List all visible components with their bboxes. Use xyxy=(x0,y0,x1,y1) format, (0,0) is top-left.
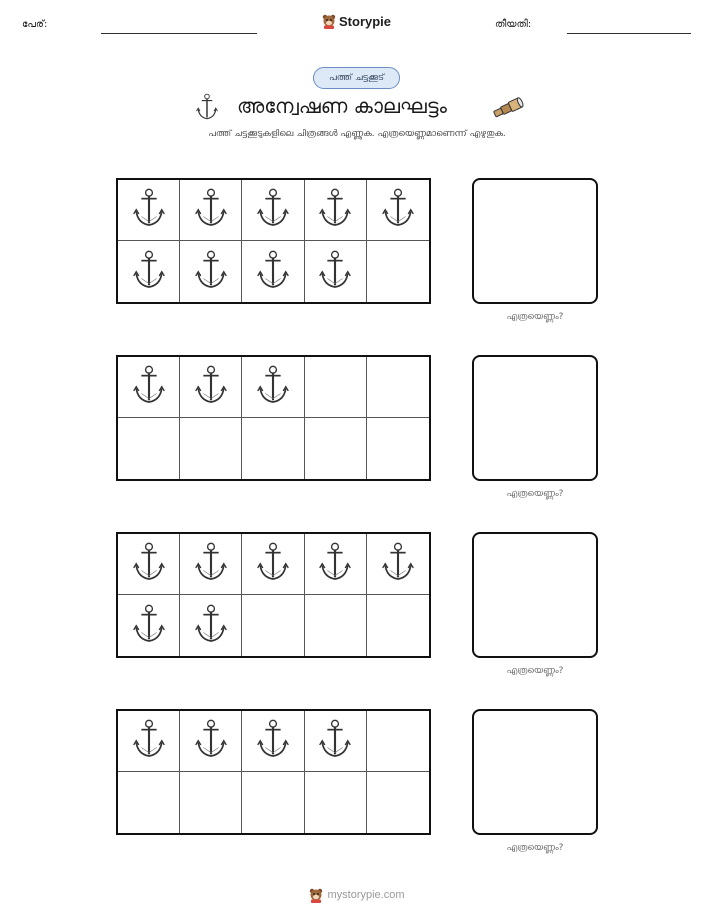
frame-cell xyxy=(367,595,429,656)
anchor-icon xyxy=(195,93,219,121)
anchor-icon xyxy=(256,541,290,587)
frame-cell xyxy=(367,772,429,833)
question-label: എത്രയെണ്ണം? xyxy=(506,312,564,322)
frame-cell xyxy=(180,418,242,479)
anchor-icon xyxy=(194,603,228,649)
frame-cell xyxy=(305,418,367,479)
anchor-icon xyxy=(256,187,290,233)
anchor-icon xyxy=(194,718,228,764)
frame-cell xyxy=(242,772,304,833)
ten-frame xyxy=(116,178,431,304)
frame-cell xyxy=(242,595,304,656)
anchor-icon xyxy=(256,364,290,410)
frame-cell xyxy=(367,418,429,479)
anchor-icon xyxy=(318,718,352,764)
answer-box[interactable] xyxy=(472,709,598,835)
anchor-icon xyxy=(132,364,166,410)
answer-box[interactable] xyxy=(472,355,598,481)
frame-cell xyxy=(118,241,180,302)
frame-cell xyxy=(180,772,242,833)
frame-cell xyxy=(118,772,180,833)
frame-cell xyxy=(242,357,304,418)
footer xyxy=(0,887,714,903)
question-label: എത്രയെണ്ണം? xyxy=(506,843,564,853)
name-label: പേര്: xyxy=(22,19,48,30)
frame-cell xyxy=(180,241,242,302)
anchor-icon xyxy=(318,249,352,295)
frame-cell xyxy=(305,357,367,418)
frame-cell xyxy=(367,357,429,418)
bear-logo-icon xyxy=(309,887,323,903)
frame-cell xyxy=(242,534,304,595)
name-line[interactable] xyxy=(101,33,257,34)
frame-cell xyxy=(118,595,180,656)
anchor-icon xyxy=(194,541,228,587)
worksheet-title: അന്വേഷണ കാലഘട്ടം xyxy=(237,94,447,118)
anchor-icon xyxy=(256,718,290,764)
date-line[interactable] xyxy=(567,33,691,34)
question-label: എത്രയെണ്ണം? xyxy=(506,666,564,676)
anchor-icon xyxy=(381,541,415,587)
frame-cell xyxy=(367,711,429,772)
answer-box[interactable] xyxy=(472,532,598,658)
frame-cell xyxy=(305,772,367,833)
brand-name: Storypie xyxy=(339,13,392,29)
anchor-icon xyxy=(256,249,290,295)
frame-cell xyxy=(242,241,304,302)
ten-frame xyxy=(116,709,431,835)
anchor-icon xyxy=(132,541,166,587)
anchor-icon xyxy=(132,187,166,233)
frame-cell xyxy=(180,595,242,656)
frame-cell xyxy=(367,534,429,595)
frame-cell xyxy=(367,180,429,241)
frame-cell xyxy=(242,711,304,772)
frame-cell xyxy=(305,180,367,241)
answer-box[interactable] xyxy=(472,178,598,304)
instructions: പത്ത് ചട്ടക്കൂടുകളിലെ ചിത്രങ്ങൾ എണ്ണുക. എത്രയെണ്ണമാണെന്ന് എഴുതുക. xyxy=(208,129,506,139)
anchor-icon xyxy=(132,603,166,649)
frame-cell xyxy=(305,534,367,595)
frame-cell xyxy=(305,595,367,656)
frame-cell xyxy=(180,180,242,241)
frame-cell xyxy=(305,241,367,302)
anchor-icon xyxy=(194,364,228,410)
frame-cell xyxy=(180,534,242,595)
frame-cell xyxy=(367,241,429,302)
frame-cell xyxy=(118,418,180,479)
ten-frame xyxy=(116,532,431,658)
frame-cell xyxy=(305,711,367,772)
anchor-icon xyxy=(132,718,166,764)
frame-cell xyxy=(242,418,304,479)
anchor-icon xyxy=(318,541,352,587)
topic-badge: പത്ത് ചട്ടക്കൂട് xyxy=(313,67,400,89)
anchor-icon xyxy=(194,249,228,295)
question-label: എത്രയെണ്ണം? xyxy=(506,489,564,499)
bear-logo-icon xyxy=(322,13,336,29)
brand xyxy=(322,13,391,29)
frame-cell xyxy=(118,180,180,241)
title-row xyxy=(195,93,525,123)
date-label: തീയതി: xyxy=(495,19,532,30)
frame-cell xyxy=(118,534,180,595)
anchor-icon xyxy=(194,187,228,233)
ten-frame xyxy=(116,355,431,481)
frame-cell xyxy=(180,357,242,418)
frame-cell xyxy=(180,711,242,772)
spyglass-icon xyxy=(491,96,525,118)
frame-cell xyxy=(118,357,180,418)
anchor-icon xyxy=(132,249,166,295)
anchor-icon xyxy=(318,187,352,233)
anchor-icon xyxy=(381,187,415,233)
footer-link[interactable]: mystorypie.com xyxy=(327,889,405,901)
frame-cell xyxy=(242,180,304,241)
frame-cell xyxy=(118,711,180,772)
